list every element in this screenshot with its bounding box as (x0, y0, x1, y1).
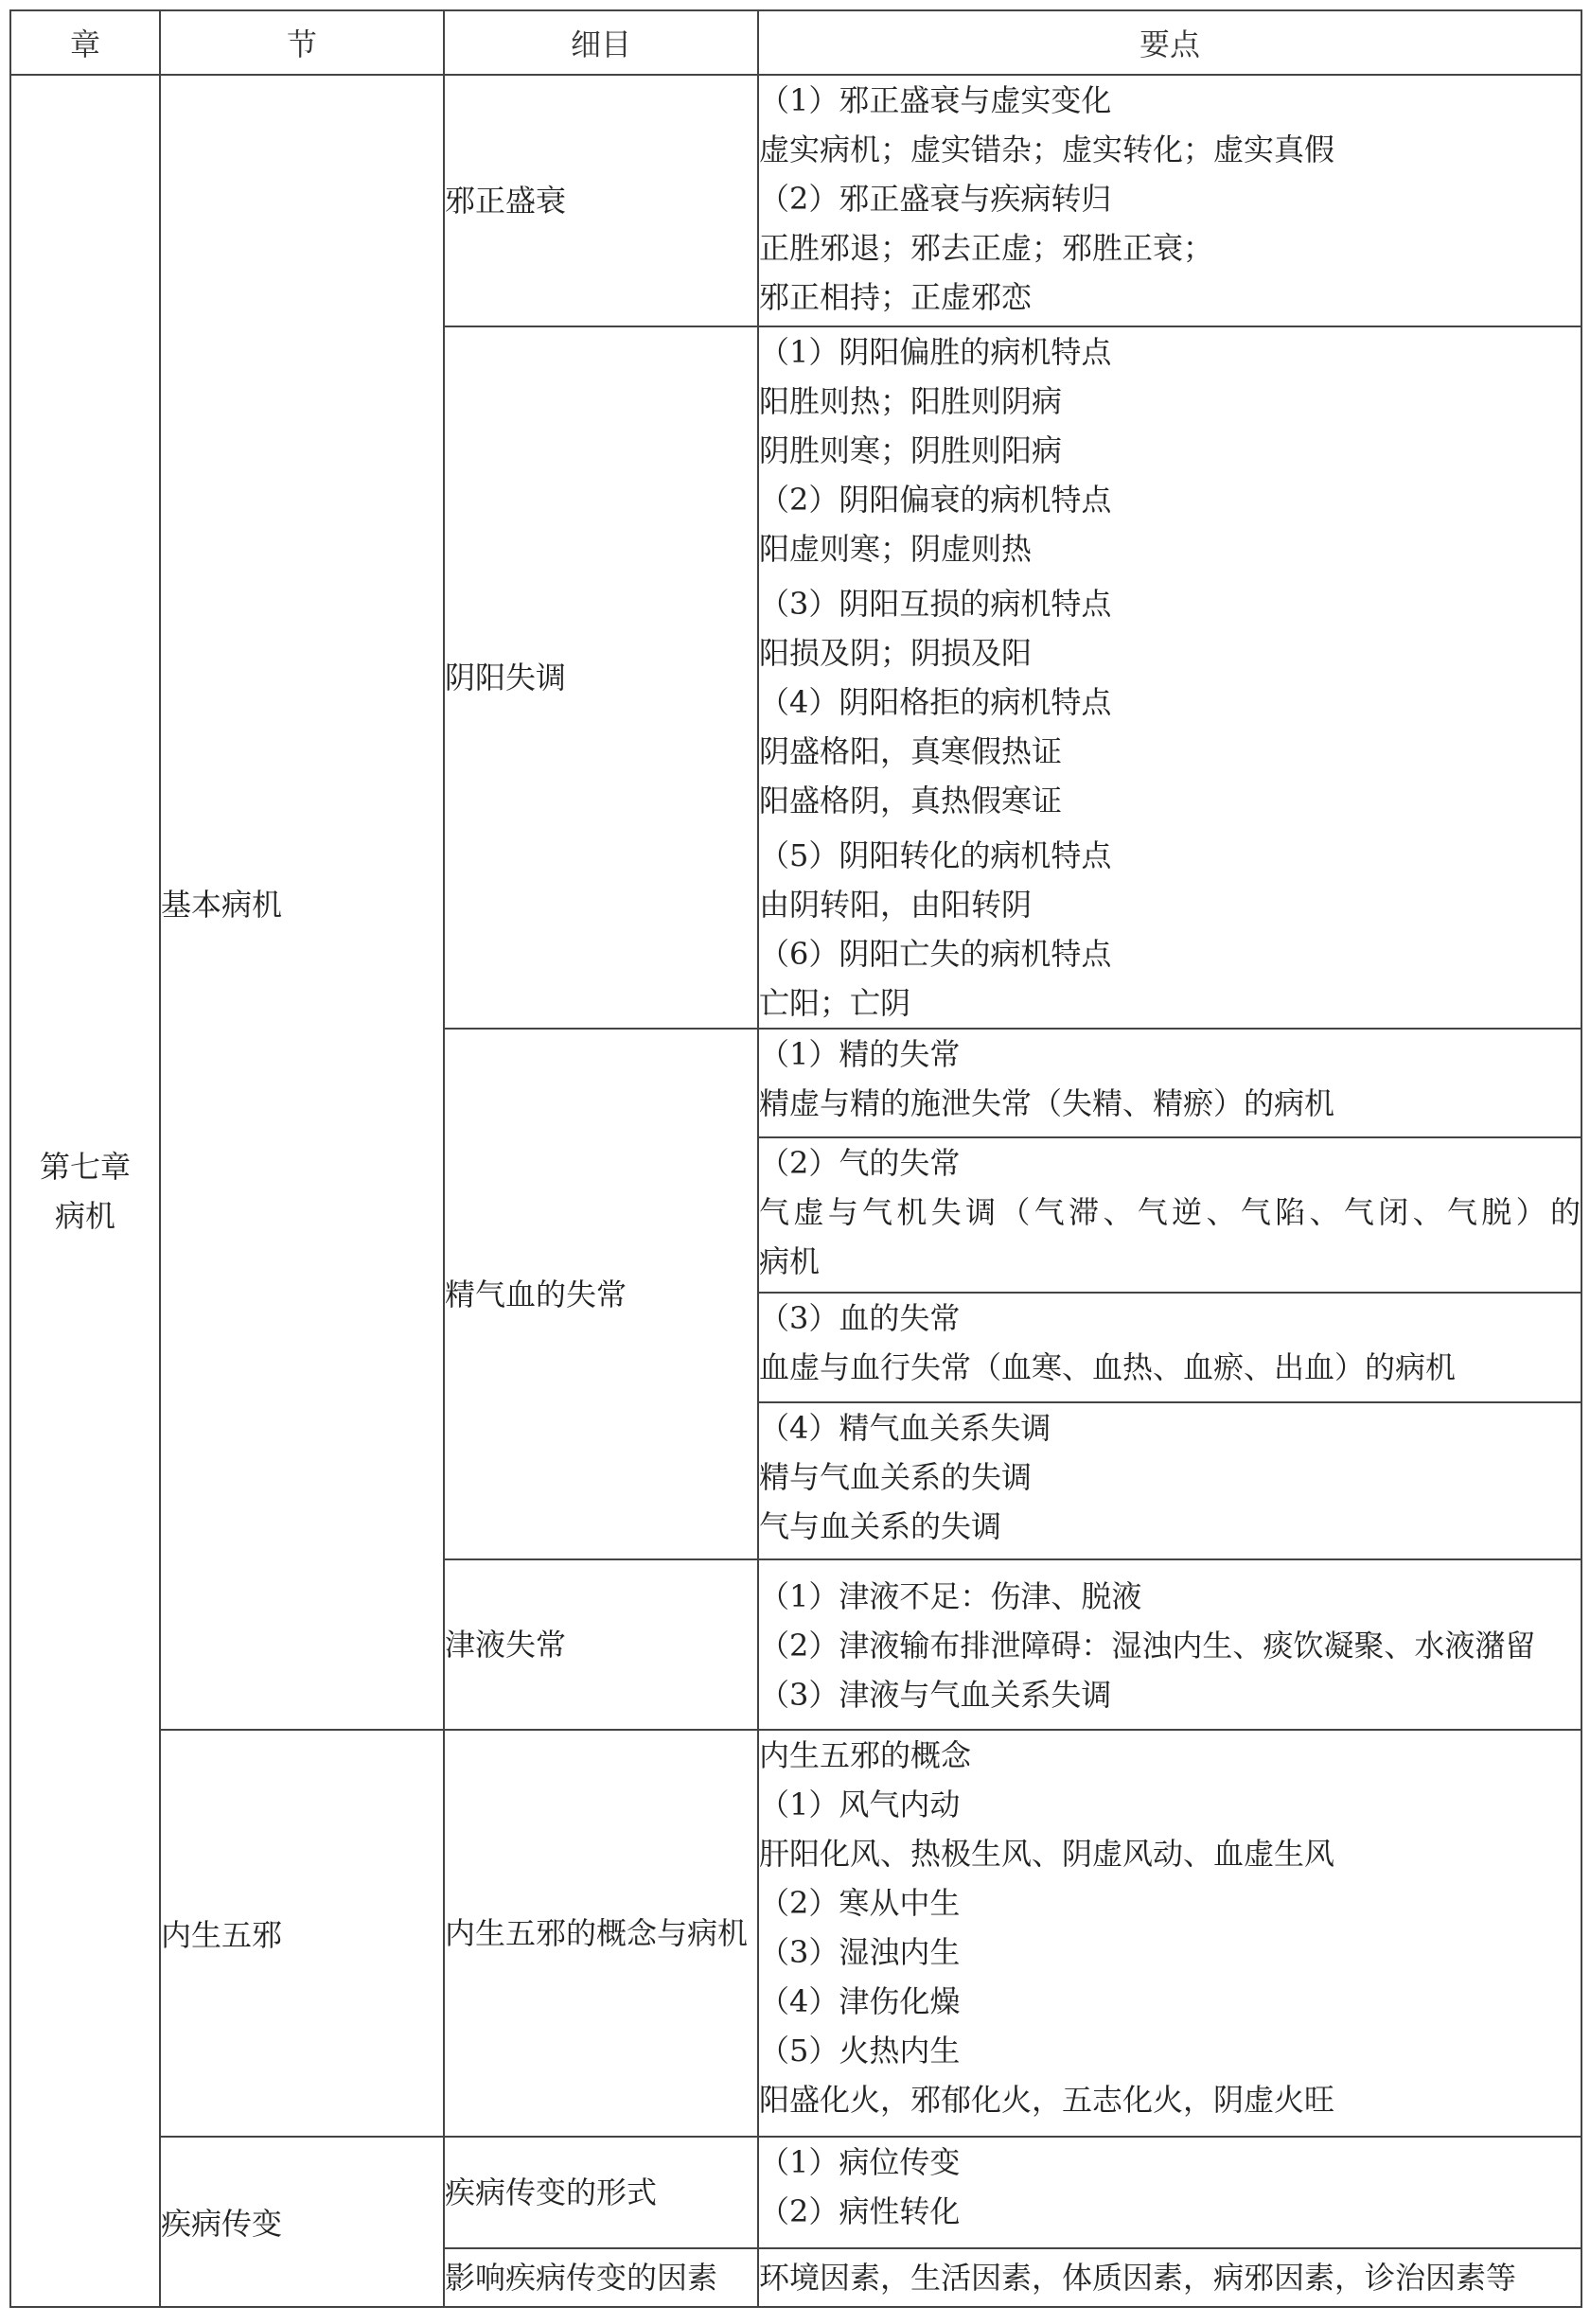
point-line: （4）津伤化燥 (759, 1983, 961, 2019)
point-line: （2）阴阳偏衰的病机特点 (759, 482, 1112, 518)
point-line: 精虚与精的施泄失常（失精、精瘀）的病机 (759, 1085, 1335, 1121)
point-line: （1）病位传变 (759, 2144, 961, 2180)
point-line: 环境因素，生活因素，体质因素，病邪因素，诊治因素等 (759, 2260, 1517, 2296)
point-line: 阳盛格阴，真热假寒证 (759, 783, 1063, 819)
header-item: 细目 (444, 10, 758, 75)
table-row (10, 2137, 1581, 2248)
chapter-cell (10, 75, 160, 2307)
point-line: （4）精气血关系失调 (759, 1410, 1051, 1446)
point-line: 阳损及阴；阴损及阳 (759, 635, 1033, 671)
points-factors (758, 2248, 1581, 2307)
item-xiezheng: 邪正盛衰 (444, 75, 758, 326)
points-yinyang (758, 326, 1581, 1029)
chapter-number: 第七章 (39, 1148, 131, 1185)
point-line: 虚实病机；虚实错杂；虚实转化；虚实真假 (759, 132, 1335, 167)
point-line: （1）风气内动 (759, 1787, 961, 1822)
points-relation (758, 1402, 1581, 1559)
point-line: 亡阳；亡阴 (759, 985, 911, 1021)
point-line: 邪正相持；正虚邪恋 (759, 279, 1033, 315)
point-line: 阳胜则热；阳胜则阴病 (759, 383, 1063, 419)
table-row (10, 1730, 1581, 2137)
point-line: （1）津液不足：伤津、脱液 (759, 1578, 1142, 1614)
chapter-title: 病机 (54, 1197, 115, 1234)
point-line: （1）邪正盛衰与虚实变化 (759, 82, 1112, 118)
item-yinyang: 阴阳失调 (444, 326, 758, 1029)
point-line: 阳盛化火，邪郁化火，五志化火，阴虚火旺 (759, 2082, 1335, 2118)
point-line: （2）邪正盛衰与疾病转归 (759, 181, 1112, 217)
point-line: （5）阴阳转化的病机特点 (759, 837, 1112, 873)
syllabus-document (9, 9, 1581, 2308)
point-line: （6）阴阳亡失的病机特点 (759, 936, 1112, 972)
item-five-evils: 内生五邪的概念与病机 (444, 1730, 758, 2137)
point-line: （1）阴阳偏胜的病机特点 (759, 334, 1112, 370)
point-line: （2）病性转化 (759, 2193, 961, 2229)
point-line: （2）寒从中生 (759, 1885, 961, 1921)
item-form: 疾病传变的形式 (444, 2137, 758, 2248)
point-line: 阴盛格阳，真寒假热证 (759, 733, 1063, 769)
points-xiezheng (758, 75, 1581, 326)
point-line: （3）湿浊内生 (759, 1934, 961, 1970)
item-factors: 影响疾病传变的因素 (444, 2248, 758, 2307)
point-line: 由阴转阳，由阳转阴 (759, 887, 1033, 923)
header-chapter: 章 (10, 10, 160, 75)
point-line: 精与气血关系的失调 (759, 1459, 1033, 1495)
points-form (758, 2137, 1581, 2248)
header-points: 要点 (758, 10, 1581, 75)
points-jinye (758, 1559, 1581, 1730)
points-qi (758, 1137, 1581, 1293)
point-line: （1）精的失常 (759, 1036, 961, 1072)
item-jinye: 津液失常 (444, 1559, 758, 1730)
points-xue (758, 1293, 1581, 1402)
point-line: 肝阳化风、热极生风、阴虚风动、血虚生风 (759, 1836, 1335, 1872)
point-line: （5）火热内生 (759, 2033, 961, 2069)
point-line: 阴胜则寒；阴胜则阳病 (759, 432, 1063, 468)
point-line: 病机 (759, 1243, 821, 1279)
points-five-evils (758, 1730, 1581, 2137)
section-basic-pathogenesis: 基本病机 (160, 75, 444, 1730)
point-line: （3）阴阳互损的病机特点 (759, 586, 1112, 622)
header-section: 节 (160, 10, 444, 75)
section-five-evils: 内生五邪 (160, 1730, 444, 2137)
point-line: 阳虚则寒；阴虚则热 (759, 531, 1033, 567)
point-line: 气与血关系的失调 (759, 1508, 1002, 1544)
item-jingqixue: 精气血的失常 (444, 1029, 758, 1559)
points-jing (758, 1029, 1581, 1137)
section-transmission: 疾病传变 (160, 2137, 444, 2307)
point-line: 正胜邪退；邪去正虚；邪胜正衰； (759, 230, 1214, 266)
point-line: （3）血的失常 (759, 1300, 961, 1336)
point-line: （2）津液输布排泄障碍：湿浊内生、痰饮凝聚、水液潴留 (759, 1628, 1536, 1664)
table-row (10, 75, 1581, 326)
point-line: 气虚与气机失调（气滞、气逆、气陷、气闭、气脱）的 (759, 1194, 1581, 1230)
point-line: 血虚与血行失常（血寒、血热、血瘀、出血）的病机 (759, 1349, 1457, 1385)
point-line: 内生五邪的概念 (759, 1737, 972, 1773)
point-line: （2）气的失常 (759, 1145, 961, 1181)
point-line: （4）阴阳格拒的病机特点 (759, 684, 1112, 720)
point-line: （3）津液与气血关系失调 (759, 1677, 1112, 1713)
syllabus-table (9, 9, 1582, 2308)
header-row (10, 10, 1581, 75)
